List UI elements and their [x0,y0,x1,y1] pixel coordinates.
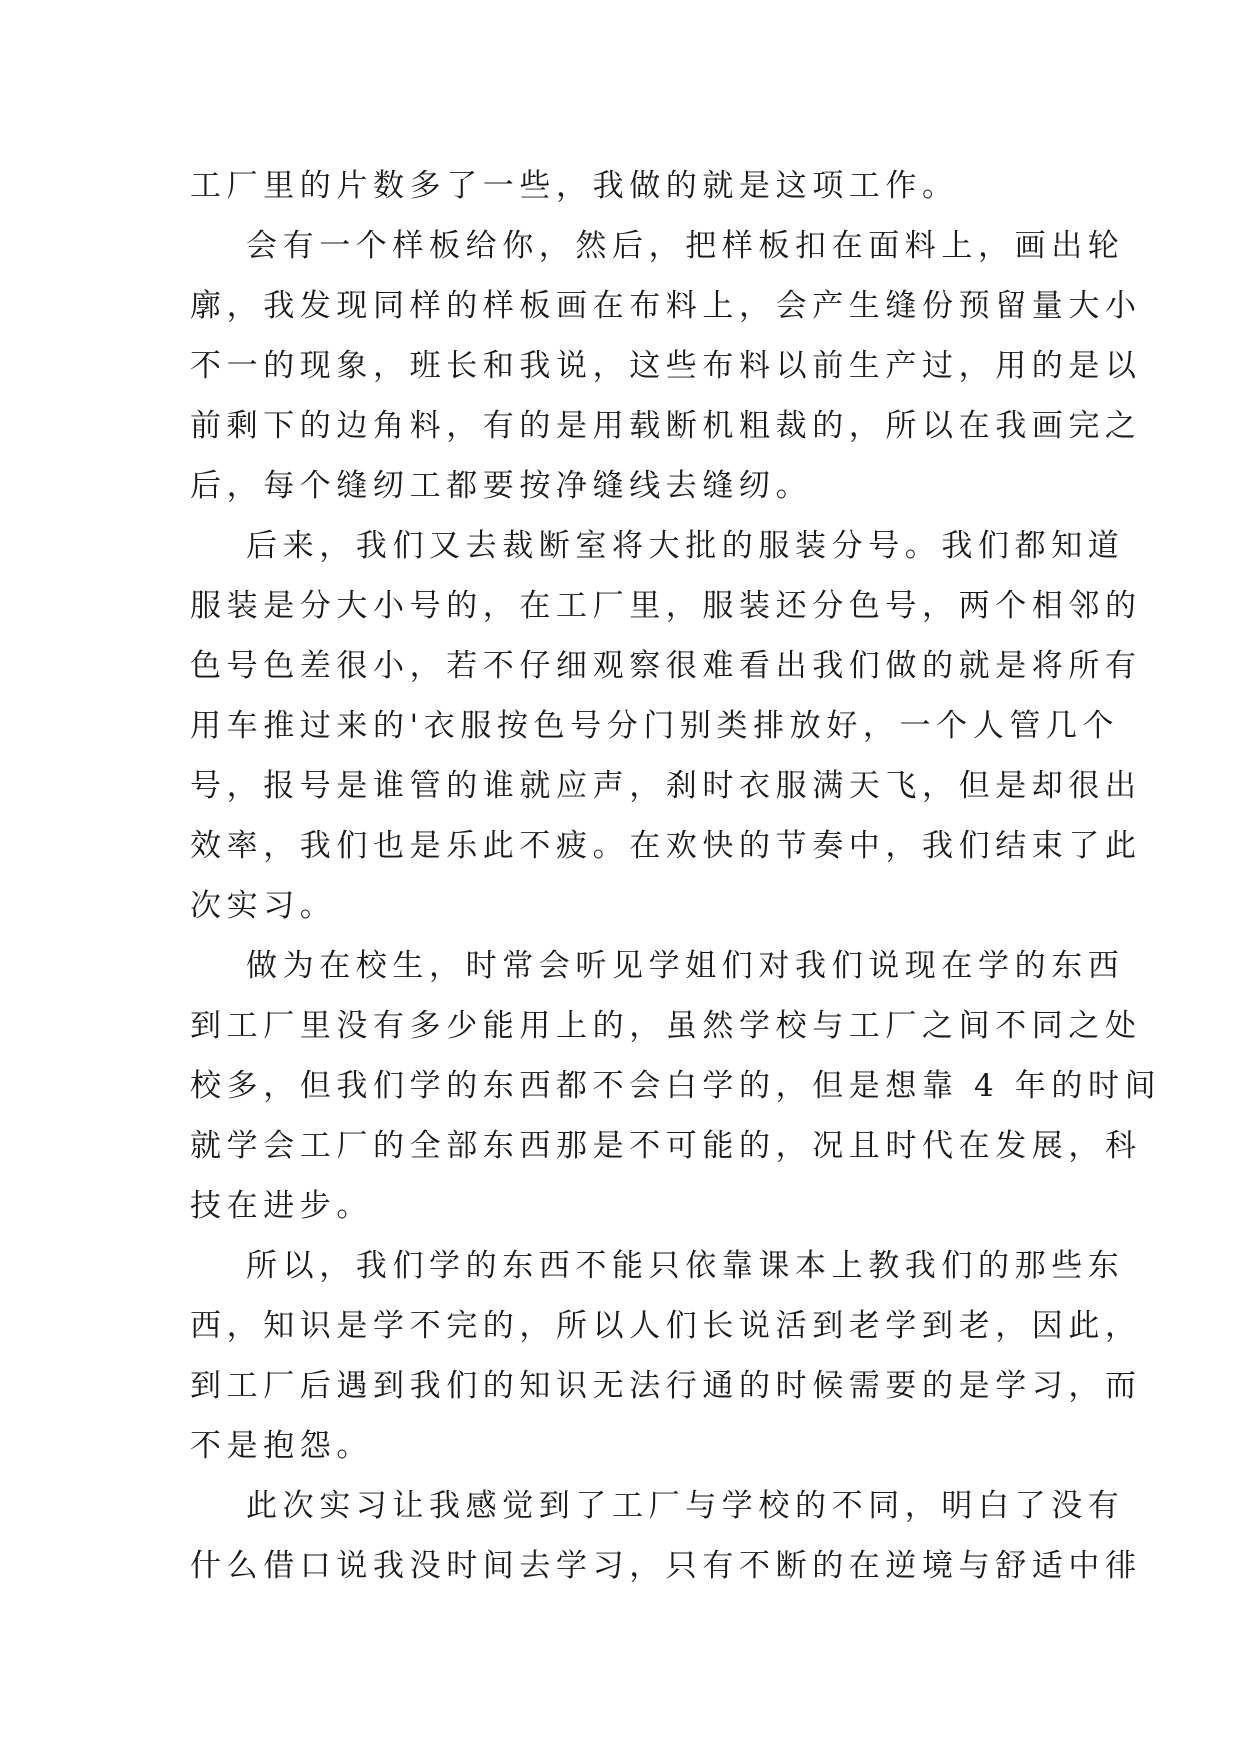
text-line: 不是抱怨。 [190,1428,373,1464]
text-line: 所以，我们学的东西不能只依靠课本上教我们的那些东 [246,1248,1125,1284]
text-line: 此次实习让我感觉到了工厂与学校的不同，明白了没有 [246,1488,1125,1524]
text-line: 到工厂后遇到我们的知识无法行通的时候需要的是学习，而 [190,1368,1142,1404]
text-line: 廓，我发现同样的样板画在布料上，会产生缝份预留量大小 [190,288,1142,324]
document-body [190,156,1162,1596]
text-line: 效率，我们也是乐此不疲。在欢快的节奏中，我们结束了此 [190,828,1142,864]
text-line: 色号色差很小，若不仔细观察很难看出我们做的就是将所有 [190,648,1142,684]
text-line: 号，报号是谁管的谁就应声，刹时衣服满天飞，但是却很出 [190,768,1142,804]
text-line: 技在进步。 [190,1188,373,1224]
text-line: 西，知识是学不完的，所以人们长说活到老学到老，因此， [190,1308,1142,1344]
text-line: 就学会工厂的全部东西那是不可能的，况且时代在发展，科 [190,1128,1142,1164]
text-line: 校多，但我们学的东西都不会白学的，但是想靠 4 年的时间 [190,1068,1162,1104]
text-line: 不一的现象，班长和我说，这些布料以前生产过，用的是以 [190,348,1142,384]
text-line: 用车推过来的'衣服按色号分门别类排放好，一个人管几个 [190,708,1120,744]
text-line: 次实习。 [190,888,337,924]
text-line: 工厂里的片数多了一些，我做的就是这项工作。 [190,168,959,204]
text-line: 服装是分大小号的，在工厂里，服装还分色号，两个相邻的 [190,588,1142,624]
text-line: 什么借口说我没时间去学习，只有不断的在逆境与舒适中徘 [190,1548,1142,1584]
text-line: 后，每个缝纫工都要按净缝线去缝纫。 [190,468,813,504]
text-line: 到工厂里没有多少能用上的，虽然学校与工厂之间不同之处 [190,1008,1142,1044]
text-line: 会有一个样板给你，然后，把样板扣在面料上，画出轮 [246,228,1125,264]
text-line: 前剩下的边角料，有的是用载断机粗裁的，所以在我画完之 [190,408,1142,444]
text-line: 后来，我们又去裁断室将大批的服装分号。我们都知道 [246,528,1125,564]
text-line: 做为在校生，时常会听见学姐们对我们说现在学的东西 [246,948,1125,984]
